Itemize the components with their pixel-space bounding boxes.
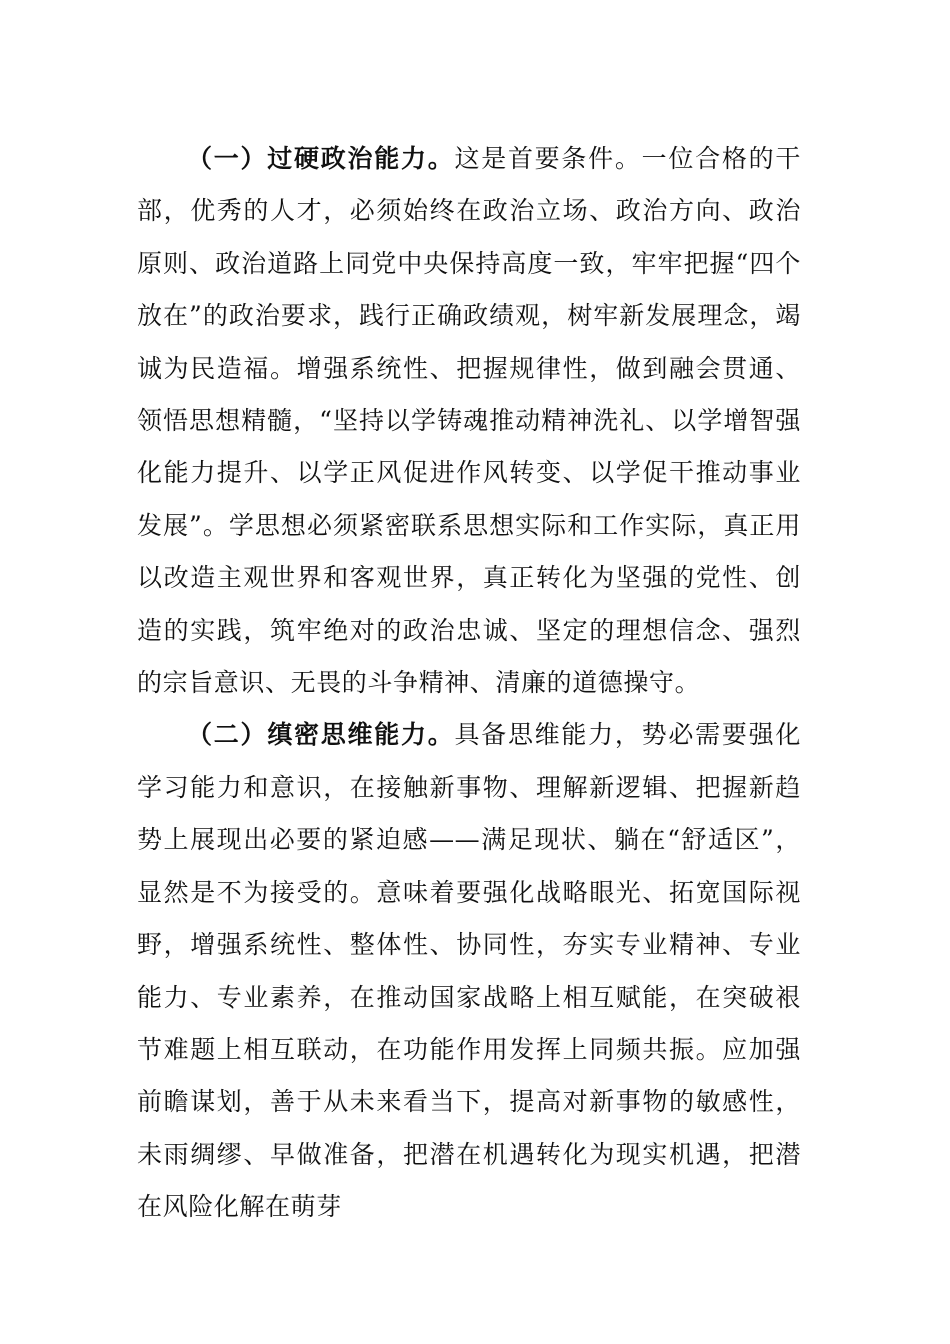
paragraph-thinking-ability xyxy=(137,709,801,1233)
paragraph-text: 具备思维能力，势必需要强化学习能力和意识，在接触新事物、理解新逻辑、把握新趋势上展现出必要的紧迫感——满足现状、躺在“舒适区”，显然是不为接受的。意味着要强化战略眼光、拓宽国际视野，增强系统性、整体性、协同性，夯实专业精神、专业能力、专业素养，在推动国家战略上相互赋能，在突破裉节难题上相互联动，在功能作用发挥上同频共振。应加强前瞻谋划，善于从未来看当下，提高对新事物的敏感性，未雨绸缪、早做准备，把潜在机遇转化为现实机遇，把潜在风险化解在萌芽 xyxy=(137,720,801,1222)
paragraph-heading: （一）过硬政治能力。 xyxy=(187,144,455,173)
paragraph-political-ability xyxy=(137,133,801,709)
paragraph-text: 这是首要条件。一位合格的干部，优秀的人才，必须始终在政治立场、政治方向、政治原则、政治道路上同党中央保持高度一致，牢牢把握“四个放在”的政治要求，践行正确政绩观，树牢新发展理念，竭诚为民造福。增强系统性、把握规律性，做到融会贯通、领悟思想精髓，“坚持以学铸魂推动精神洗礼、以学增智强化能力提升、以学正风促进作风转变、以学促干推动事业发展”。学思想必须紧密联系思想实际和工作实际，真正用以改造主观世界和客观世界，真正转化为坚强的党性、创造的实践，筑牢绝对的政治忠诚、坚定的理想信念、强烈的宗旨意识、无畏的斗争精神、清廉的道德操守。 xyxy=(137,144,801,698)
document-body xyxy=(137,133,801,1234)
paragraph-heading: （二）缜密思维能力。 xyxy=(187,720,455,750)
